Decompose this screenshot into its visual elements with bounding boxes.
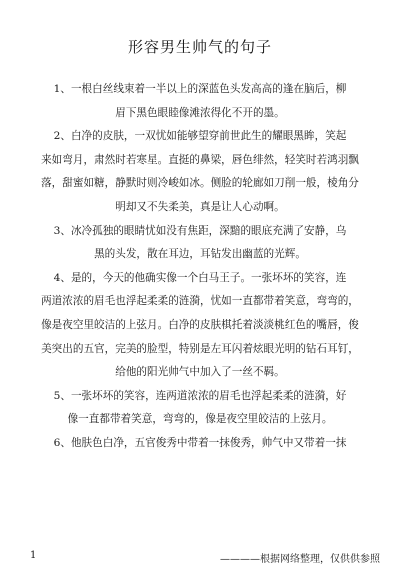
text-line: 5、一张坏坏的笑容，连两道浓浓的眉毛也浮起柔柔的涟漪，好 <box>53 389 347 402</box>
text-line: 落，甜蜜如糖，静默时则冷峻如冰。侧脸的轮廊如刀削一般，棱角分 <box>41 177 359 190</box>
text-line: 两道浓浓的眉毛也浮起柔柔的涟漪，忧如一直都带着笑意，弯弯的， <box>41 295 359 308</box>
text-line: 2、白净的皮肤，一双忧如能够望穿前世此生的耀眼黑眸，笑起 <box>53 130 347 143</box>
text-line: 眉下黑色眼睦像滩浓得化不开的墨。 <box>115 106 285 119</box>
text-line: 6、他肤色白净，五官俊秀中带着一抹俊秀，帅气中又带着一抹 <box>53 436 347 449</box>
text-line: 给他的阳光帅气中加入了一丝不羁。 <box>115 366 285 379</box>
text-line: 美突出的五官，完美的脸型，特别是左耳闪着炫眼光明的钻石耳钉， <box>41 342 359 355</box>
text-line: 1、一根白丝线束着一半以上的深蓝色头发高高的逢在脑后，柳 <box>53 83 347 95</box>
page-title: 形容男生帅气的句子 <box>127 38 272 56</box>
footer-note: ————根据网络整理，仅供供参照 <box>220 554 380 565</box>
text-line: 明却又不失柔美，真是让人心动啊。 <box>115 200 285 213</box>
text-line: 4、是的，今天的他确实像一个白马王子。一张坏坏的笑容，连 <box>53 271 347 284</box>
text-line: 像是夜空里皎洁的上弦月。白净的皮肤棋托着淡淡桃红色的嘴唇，俊 <box>41 318 359 331</box>
text-line: 来如弯月，肃然时若寒星。直挺的鼻梁，唇色绯然，轻笑时若鸿羽飘 <box>41 153 359 166</box>
text-line: 3、冰冷孤独的眼睛忧如没有焦距，深黯的眼底充满了安静，乌 <box>53 224 347 237</box>
text-line: 像一直都带着笑意，弯弯的，像是夜空里皎洁的上弦月。 <box>67 413 333 426</box>
page-number: 1 <box>30 550 37 561</box>
document-body <box>20 78 380 456</box>
text-line: 黑的头发，散在耳边，耳钻发出幽蓝的光辉。 <box>94 248 306 261</box>
